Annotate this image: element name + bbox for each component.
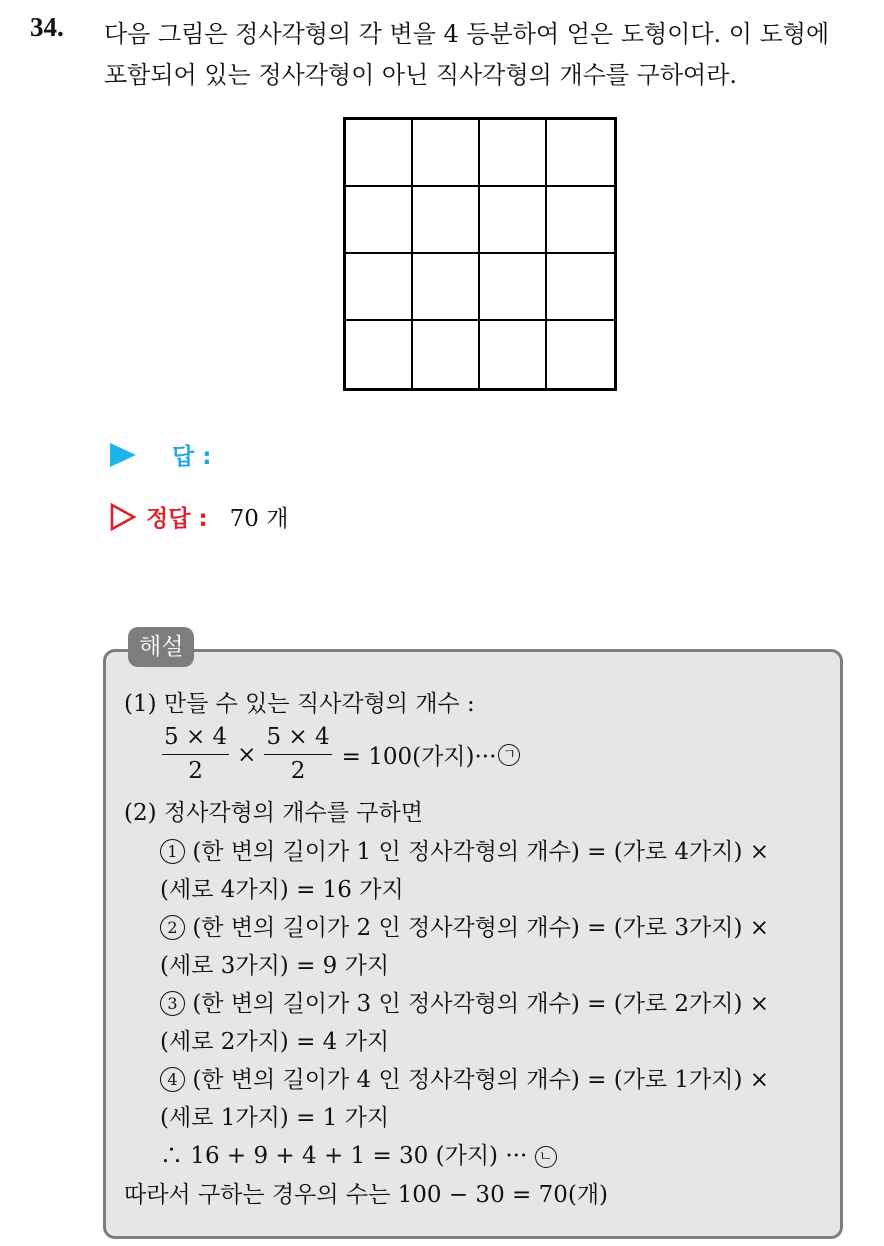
fraction-1-denominator: 2 — [188, 758, 203, 784]
solution-equation-1 — [160, 722, 520, 787]
fraction-2-denominator: 2 — [290, 758, 306, 784]
correct-answer-value: 70 개 — [229, 506, 289, 532]
solution-part2-heading: (2) 정사각형의 개수를 구하면 — [124, 800, 423, 826]
grid-cell — [346, 120, 413, 187]
case-1-line-2: (세로 4가지) = 16 가지 — [160, 877, 404, 903]
case-2-text: (한 변의 길이가 2 인 정사각형의 개수) = (가로 3가지) × — [192, 915, 770, 941]
grid-cell — [346, 321, 413, 388]
fraction-2-numerator: 5 × 4 — [264, 722, 331, 755]
case-4-line-1 — [160, 1061, 769, 1094]
grid-cell — [547, 321, 614, 388]
grid-cell — [480, 321, 547, 388]
solution-part1-heading: (1) 만들 수 있는 직사각형의 개수 : — [124, 691, 475, 717]
case-2-line-1 — [160, 909, 769, 942]
grid-cell — [346, 187, 413, 254]
fraction-2 — [264, 722, 331, 787]
grid-cell — [413, 120, 480, 187]
grid-cell — [480, 187, 547, 254]
grid-cell — [413, 254, 480, 321]
sum-line — [160, 1137, 557, 1170]
grid-cell — [547, 120, 614, 187]
outline-triangle-icon — [110, 503, 136, 531]
fraction-1 — [162, 722, 229, 787]
case-4-text: (한 변의 길이가 4 인 정사각형의 개수) = (가로 1가지) × — [192, 1067, 770, 1093]
final-conclusion: 따라서 구하는 경우의 수는 100 − 30 = 70(개) — [124, 1182, 609, 1208]
answer-label: 답 : — [172, 444, 212, 470]
correct-answer-row — [110, 500, 288, 533]
grid-cell — [413, 321, 480, 388]
case-4-line-2: (세로 1가지) = 1 가지 — [160, 1105, 390, 1131]
case-3-text: (한 변의 길이가 3 인 정사각형의 개수) = (가로 2가지) × — [192, 991, 770, 1017]
case-2-line-2: (세로 3가지) = 9 가지 — [160, 953, 390, 979]
grid-cell — [547, 187, 614, 254]
grid-cell — [547, 254, 614, 321]
question-line-2: 포함되어 있는 정사각형이 아닌 직사각형의 개수를 구하여라. — [104, 61, 738, 89]
answer-row — [110, 438, 211, 471]
case-3-line-2: (세로 2가지) = 4 가지 — [160, 1029, 390, 1055]
times-sign: × — [237, 741, 257, 768]
case-3-line-1 — [160, 985, 769, 1018]
circled-mark-a: ㄱ — [498, 744, 520, 766]
circled-number-2: 2 — [160, 915, 185, 940]
equation-1-result: = 100(가지)··· — [341, 744, 497, 770]
grid-cell — [480, 254, 547, 321]
circled-number-1: 1 — [160, 839, 185, 864]
case-1-text: (한 변의 길이가 1 인 정사각형의 개수) = (가로 4가지) × — [192, 839, 770, 865]
correct-answer-label: 정답 : — [146, 506, 208, 532]
grid-cell — [480, 120, 547, 187]
question-text — [104, 14, 874, 96]
question-line-1: 다음 그림은 정사각형의 각 변을 4 등분하여 얻은 도형이다. 이 도형에 — [104, 20, 830, 48]
fraction-1-numerator: 5 × 4 — [162, 722, 229, 755]
grid-cell — [413, 187, 480, 254]
circled-number-4: 4 — [160, 1067, 185, 1092]
sum-text: ∴ 16 + 9 + 4 + 1 = 30 (가지) ··· — [160, 1143, 528, 1169]
grid-cell — [346, 254, 413, 321]
square-grid-figure — [343, 117, 617, 391]
case-1-line-1 — [160, 833, 769, 866]
circled-number-3: 3 — [160, 991, 185, 1016]
question-number: 34. — [30, 12, 64, 42]
play-triangle-icon — [110, 443, 136, 467]
solution-tab: 해설 — [128, 627, 194, 667]
circled-mark-b: ㄴ — [535, 1146, 557, 1168]
